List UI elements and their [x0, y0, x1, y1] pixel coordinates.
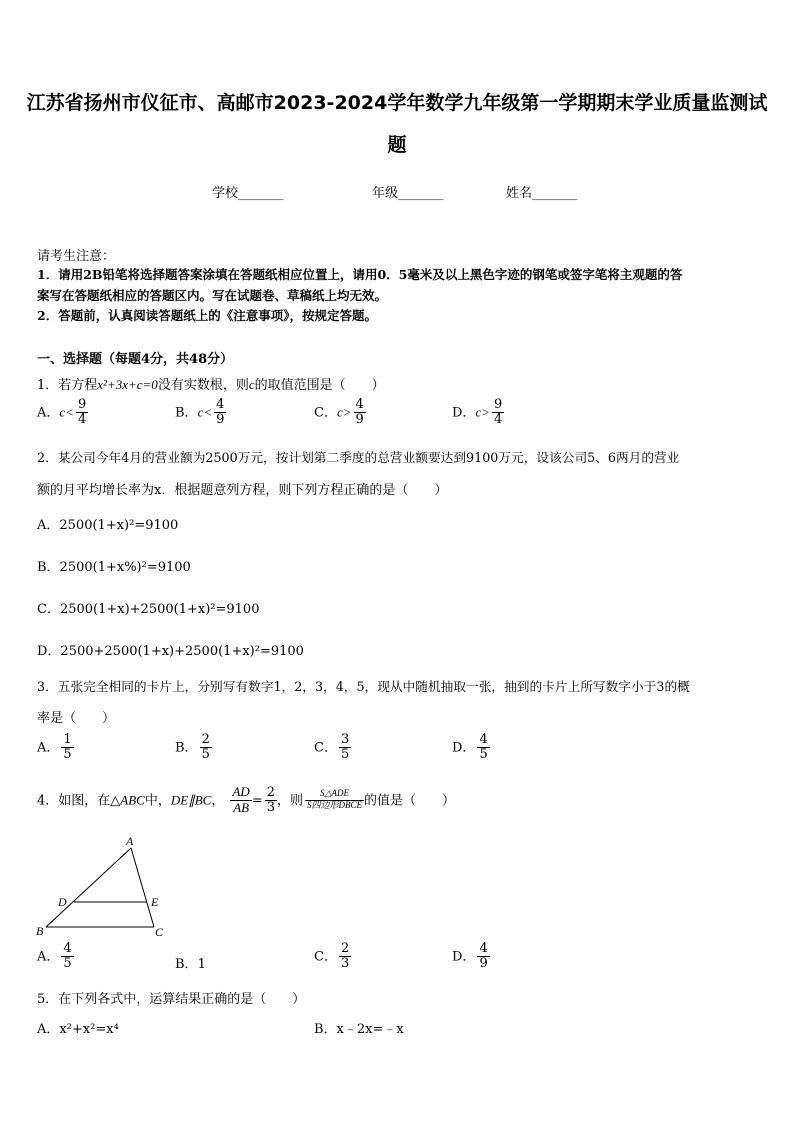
notice-heading: 请考生注意：: [37, 249, 116, 264]
question-3-option-b: B． $\frac{2}{5}$: [175, 732, 210, 763]
question-5-option-a: A．x²+x²=x⁴: [37, 1022, 119, 1037]
question-1-stem: 1．若方程x²+3x+c=0没有实数根，则c的取值范围是（ ）: [37, 377, 385, 393]
question-1-option-d: D．c> $\frac{9}{4}$: [452, 397, 503, 428]
question-2-stem-1: 2．某公司今年4月的营业额为2500万元，按计划第二季度的总营业额要达到9100万元，设该公司5、6两月的营业: [37, 450, 680, 465]
section-heading: 一、选择题（每题4分，共48分）: [37, 352, 234, 367]
notice-line-3: 2．答题前，认真阅读答题纸上的《注意事项》，按规定答题。: [37, 308, 377, 323]
question-4-option-a: A． $\frac{4}{5}$: [37, 941, 72, 972]
question-2-option-d: D．2500+2500(1+x)+2500(1+x)²=9100: [37, 644, 304, 659]
question-3-stem-1: 3．五张完全相同的卡片上，分别写有数字1，2，3，4，5，现从中随机抽取一张，抽到的卡片上所写数字小于3的概: [37, 679, 690, 694]
triangle-figure: [34, 832, 174, 940]
vertex-a-label: A: [126, 834, 134, 848]
question-2-option-b: B．2500(1+x%)²=9100: [37, 560, 191, 575]
question-4-stem: 4．如图，在△ABC中，DE∥BC， $\frac{AD}{AB}$ = $\frac{2}{3}$ ，则 $\frac{\text{S△ADE}}{\text{S四边形DBCE}}$ 的值是（ ）: [37, 784, 456, 816]
side-ac: [131, 848, 154, 927]
name-field: 姓名_______: [506, 186, 578, 201]
page-title-cont: 题: [387, 134, 407, 156]
side-ab: [46, 848, 131, 927]
vertex-e-label: E: [151, 895, 159, 909]
question-1-option-c: C．c> $\frac{4}{9}$: [314, 397, 364, 428]
school-field: 学校_______: [212, 186, 284, 201]
question-2-option-a: A．2500(1+x)²=9100: [37, 518, 179, 533]
question-3-option-d: D． $\frac{4}{5}$: [452, 732, 488, 763]
question-5-option-b: B．x﹣2x=﹣x: [314, 1022, 404, 1037]
question-3-option-c: C． $\frac{3}{5}$: [314, 732, 350, 763]
question-4-option-c: C． $\frac{2}{3}$: [314, 941, 350, 972]
question-5-stem: 5．在下列各式中，运算结果正确的是（ ）: [37, 992, 306, 1007]
vertex-b-label: B: [36, 924, 44, 938]
question-1-option-b: B．c< $\frac{4}{9}$: [175, 397, 225, 428]
question-1-option-a: A．c< $\frac{9}{4}$: [37, 397, 87, 428]
question-3-stem-2: 率是（ ）: [37, 711, 116, 726]
notice-line-1: 1．请用2B铅笔将选择题答案涂填在答题纸相应位置上，请用0．5毫米及以上黑色字迹的钢笔或签字笔将主观题的答: [37, 267, 683, 282]
question-2-stem-2: 额的月平均增长率为x．根据题意列方程，则下列方程正确的是（ ）: [37, 483, 448, 498]
grade-field: 年级_______: [372, 186, 444, 201]
vertex-c-label: C: [155, 925, 164, 939]
question-4-option-d: D． $\frac{4}{9}$: [452, 941, 488, 972]
vertex-d-label: D: [58, 895, 67, 909]
notice-line-2: 案写在答题纸相应的答题区内。写在试题卷、草稿纸上均无效。: [37, 288, 388, 303]
question-4-option-b: B．1: [175, 957, 206, 972]
page-title: 江苏省扬州市仪征市、高邮市2023-2024学年数学九年级第一学期期末学业质量监测试: [26, 92, 768, 114]
question-2-option-c: C．2500(1+x)+2500(1+x)²=9100: [37, 602, 260, 617]
question-3-option-a: A． $\frac{1}{5}$: [37, 732, 72, 763]
